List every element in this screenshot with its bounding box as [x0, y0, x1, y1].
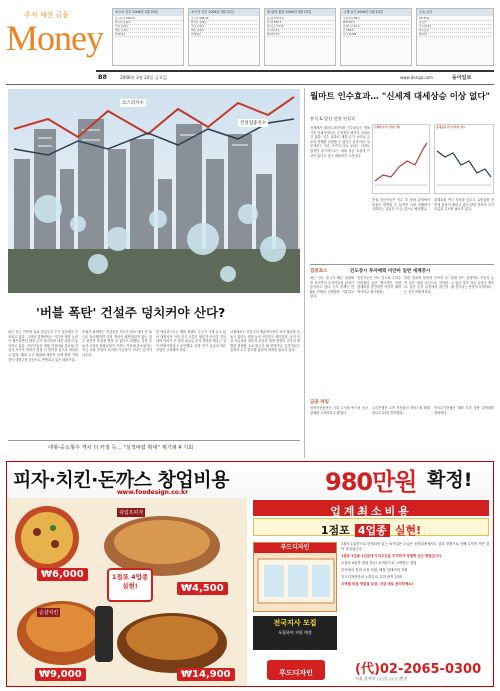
lower-left-body-2: 우리은행은 고객 자산관리 서비스를 확대한다고 23일 발표했다. — [372, 406, 430, 415]
page-number: B8 — [98, 74, 107, 81]
body-col-1: 최근 증시 전반에 걸쳐 건설주의 주가 상승세가 지속되고 있다. 그러나 업계에서는 이른바 버블 논란이 제기되면서 향후 주가 움직임에 대한 관심이 높아지고 있다. 전문가들은 대형 건설사와 중소형 건설사 사이의 격차가 점점 더 벌어질 것으로 내다보고 있다. 해외 수주 확대와 재건축 규제 완화 기대감이 대형주를 중심으로 반영되고 있기 때문이다. — [8, 330, 78, 362]
market-box-row: 거래대금 — [115, 33, 181, 37]
body-col-3: 한 애널리스트는 해외 플랜트 수주가 크게 늘고 있어 대형사의 이익 증가 흐름은 당분간 이어질 것이라며 덩치가 큰 회사 위주로 투자 전략을 세우는 것이 바람직하다고 조언했다. 다만 단기 급등에 따른 부담은 고려해야 한다. — [156, 330, 226, 353]
price-tag-2: ₩4,500 — [177, 582, 228, 595]
right-body-3: 롯데쇼핑 역시 상장을 앞두고 유통업종 전반에 관심이 쏠리고 있어 관련 종목의 주가 흐름을 주시할 필요가 있다. — [434, 198, 494, 212]
column-divider — [304, 88, 305, 458]
lower-left-body-1: 삼성자산운용은 국내 주식형 펀드의 신규 판매를 시작한다고 밝혔다. — [310, 406, 368, 415]
lower-left-kicker: 금융 파일 — [310, 400, 329, 405]
market-box-row: 회사채 — [419, 33, 491, 37]
kicker-rule — [8, 440, 300, 441]
banner-1store-4biz-c: 실현! — [394, 524, 422, 537]
section-tag: www.donga.com — [400, 75, 434, 80]
market-box-row: 회사채 3년 — [267, 33, 333, 37]
storefront-drawing — [254, 553, 337, 611]
banner-lowest-cost — [253, 500, 489, 516]
mid-col-2: 전문가들은 인도 증시의 주가수익비율이 높은 편이지만 성장 잠재력을 감안하면 여전히 매력적이라고 평가했다. — [357, 276, 401, 294]
right-body-1: 신세계가 월마트코리아를 인수한다는 발표 이후 증권가에서는 긍정적인 평가가 잇따르고 있다. 인수 효과로 매장 수가 늘어나 규모의 경제를 실현할 수 있다는 분석이다. 일부에서는 인수 가격이 다소 높다는 지적도 있지만 장기적으로는 대세 상승 흐름에 이상이 없다는 것이 대체적인 시각이다. — [310, 126, 370, 158]
right-rule — [310, 264, 494, 265]
ad-right-panel — [247, 498, 494, 687]
ad-food-panel — [7, 498, 247, 687]
menu-label-1: 쉬림프피자 — [119, 510, 144, 516]
market-box-row: 두바이유 58.7 — [343, 17, 409, 21]
market-box-row: WTI 60.5 — [343, 21, 409, 25]
market-box-row: 기관 순매수 — [191, 25, 257, 29]
ad-headline-main: 피자·치킨·돈까스 창업비용 — [13, 469, 229, 491]
ad-brand-text: 푸드디자인 — [279, 669, 313, 677]
mini-chart-2-title: 롯데쇼핑 주가 (단위: 원) — [436, 126, 465, 129]
market-box-title: 코스닥 지수 2006년 3월 23일 — [189, 9, 259, 16]
banner-lowest-cost-text: 업계최소비용 — [330, 505, 412, 518]
ad-frame[interactable] — [6, 461, 494, 687]
mini-chart-2 — [434, 124, 494, 194]
market-box-row: 거래대금 — [191, 33, 257, 37]
market-box-row: 브렌트유 61.2 — [343, 25, 409, 29]
mini-chart-1 — [372, 124, 430, 194]
market-box-row: 코스피 1,326.47 — [115, 17, 181, 21]
market-box-row: 코스닥 658.39 — [191, 17, 257, 21]
price-tag-1: ₩6,000 — [37, 568, 88, 581]
ad-bullet-3: 무점포 4업종 창업 가능! 소자본으로 시작하는 창업 — [341, 561, 417, 565]
logo-tag: 주식 채권 금융 — [24, 11, 70, 19]
market-box — [188, 8, 260, 66]
badge-1store — [107, 568, 153, 602]
lower-left-body-3: 한국투자증권은 해외 투자 상품 설명회를 개최한다. — [434, 406, 494, 415]
storefront-image — [253, 542, 337, 612]
market-box-row: 개인 순매수 — [191, 29, 257, 33]
header-rule — [96, 70, 494, 72]
recruit-text: 포함하여 지원 예정 — [278, 630, 312, 635]
market-box-row: 국고채 3년 — [267, 29, 333, 33]
market-box-row: 개인 순매수 — [115, 29, 181, 33]
ad-url[interactable]: www.foodesign.co.kr — [117, 489, 189, 496]
ad-headline-bar — [7, 462, 494, 498]
ad-headline-end: 확정! — [427, 469, 473, 491]
banner-1store-4biz — [253, 518, 489, 536]
banner-1store-4biz-a: 1점포 — [320, 524, 350, 537]
mid-col-1: 최근 인도 증시가 빠른 성장세를 보이면서 투자자들의 관심이 높아지고 있다. 인도 경제는 연 8% 안팎의 성장률을 기록하고 있다. — [310, 276, 354, 299]
sub-kicker: 대형-중소형주 격차 더 커질 듯… "실적바람 확대" 제기돼 4 기회 — [48, 445, 194, 451]
body-col-2: 증권가 관계자는 건설업종 지수가 연초 대비 큰 폭으로 상승했지만 실적 개선이 뒷받침되지 않는 일부 종목은 조정을 받을 수 있다고 말했다. 특히 부동산 시장의 불확실성이 커지는 가운데 중소형사는 자금 조달 부담이 늘어날 가능성이 크다는 분석이 나온다. — [82, 330, 152, 357]
lower-mid-title: 인도증시 투자매력 미얀마 일반 세계증시 — [350, 269, 431, 274]
mid-col-3: 다만 정치적 불안과 인프라 부족 등은 위험 요인으로 지적된다. 분산 투자 관점에서 접근하는 것이 바람직하다. — [404, 276, 448, 294]
mini-chart-2-line — [435, 131, 493, 189]
publisher: 동아일보 — [452, 75, 472, 81]
market-box — [340, 8, 412, 66]
body-col-4: 시장에서는 건설주의 밸류에이션이 과거 평균을 웃돌고 있다는 점을 들어 신중론도 제기된다. 금리 인상 가능성과 정부의 부동산 정책 방향이 주가의 향방을 결정할 주요 변수가 될 전망이다. 투자자들은 실적과 수주 잔고를 꼼꼼히 따져볼 필요가 있다. — [230, 330, 300, 353]
mid-col-4: 관련 펀드 설정액도 꾸준히 늘고 있어 향후 자금 유입이 계속될 것이라는 전망이 우세하다. — [451, 276, 494, 290]
recruit-title: 전국지사 모집 — [273, 619, 317, 627]
masthead — [6, 6, 106, 68]
banner-1store-4biz-b: 4업종 — [355, 524, 390, 537]
ad-headline-price: 980만원 — [325, 468, 417, 496]
date-line: 2006년 3월 24일 금요일 — [120, 75, 167, 80]
right-sub: 분석 & 발간 전망 연결과 — [310, 116, 355, 121]
market-box-row: 구리 5,200 — [343, 33, 409, 37]
ad-bullet-6: 지역별 독점 영업권 보장, 지금 바로 문의하세요! — [341, 582, 414, 586]
storefront-sign: 푸드디자인 — [254, 543, 336, 553]
photo-label-1: 코스피지수 — [122, 101, 144, 106]
market-box-row: 국고채 5년 — [419, 25, 491, 29]
mini-chart-1-title: 신세계 주가 (단위: 원) — [374, 126, 401, 129]
badge-text: 1점포 4업종 실현! — [111, 573, 149, 590]
market-box-row: 외국인 순매수 — [115, 21, 181, 25]
market-box-title: 국제 유가 2006년 3월 23일 — [341, 9, 411, 16]
photo-label-2: 건설업종지수 — [240, 121, 267, 126]
ad-brand-logo — [267, 660, 325, 680]
ad-phone[interactable]: (代)02-2065-0300 — [355, 662, 482, 677]
ad-address: 서울 강서구 ○○동 ○○○번지 — [355, 676, 408, 681]
right-headline: 월마트 인수효과… "신세계 대세상승 이상 없다" — [310, 92, 490, 102]
ad-bullet-4: 본사에서 직접 교육 지원, 매장 인테리어 지원 — [341, 568, 408, 572]
market-box — [112, 8, 184, 66]
ad-bullet-2: 1점포 1업종 1인분에 우리주산을 추가하여 경쟁력 있는 방법입니다. — [341, 554, 443, 558]
market-box-row: 원-엔 825.3 — [267, 21, 333, 25]
market-box — [416, 8, 494, 66]
city-photo — [8, 89, 300, 293]
market-box-title: 주요 금리 — [417, 9, 493, 16]
top-headline: '버블 폭탄' 건설주 덩치커야 산다? — [36, 305, 226, 320]
market-box-row: 기관 순매수 — [115, 25, 181, 29]
market-box-row: 원-달러 971.5 — [267, 17, 333, 21]
ad-bullet-5: 푸드디자인만의 노하우로 고객 만족 실현! — [341, 575, 403, 579]
ad-bullet-list — [341, 542, 491, 652]
market-box — [264, 8, 336, 66]
market-box-row: 원-유로 1,175 — [267, 25, 333, 29]
market-box-row: 통안증권 — [419, 29, 491, 33]
lower-mid-kicker: 검증포스 — [310, 269, 328, 274]
market-box-row: 외국인 순매수 — [191, 21, 257, 25]
market-box-row: 콜금리 — [419, 21, 491, 25]
market-box-row: 금 558.0 — [343, 29, 409, 33]
market-box-title: 코스피 지수 2006년 3월 23일 — [113, 9, 183, 16]
market-box-title: 원-달러 환율 2006년 3월 23일 — [265, 9, 335, 16]
logo-big: Money — [6, 18, 103, 58]
right-body-2: 증권 전문가들은 인수 후 통합 과정에서 비용이 발생할 수 있지만 시장 지배력이 강화되는 효과가 더 클 것으로 예상했다. — [372, 198, 430, 212]
market-box-row: CD 91일 — [419, 17, 491, 21]
mini-chart-1-line — [373, 131, 429, 189]
header-rule-2 — [6, 84, 494, 85]
price-tag-4: ₩14,900 — [177, 668, 235, 681]
menu-label-2: 순살치킨 — [39, 610, 59, 616]
ad-bullet-1: 1점포 1업종으로 한정되어 있는 외식업은 수입은 동종업종에서도 상호 경쟁으로 인해 수익이 적은 것이 사실입니다. — [341, 542, 490, 551]
recruit-box — [253, 616, 337, 650]
price-tag-3: ₩9,000 — [35, 668, 86, 681]
